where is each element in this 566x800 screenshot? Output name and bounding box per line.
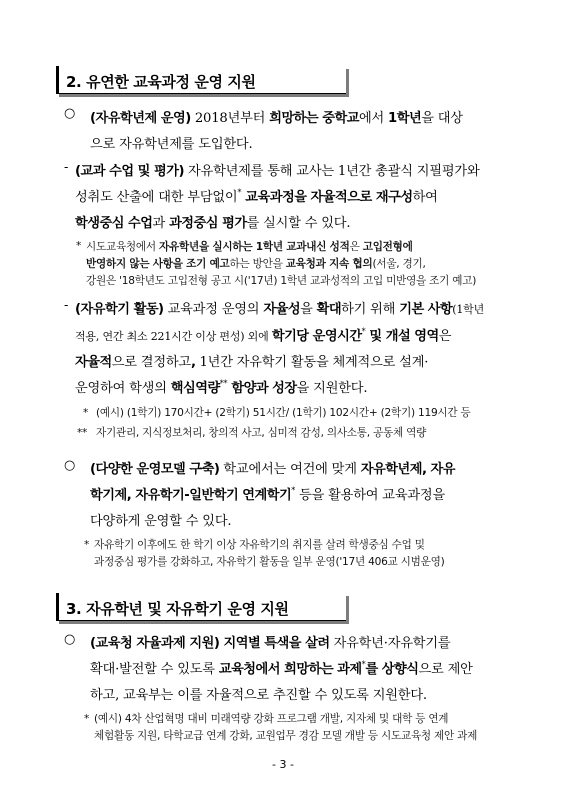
bullet-circle: ○ [64, 632, 76, 647]
footnote-line: 체험활동 지원, 타학교급 연계 강화, 교원업무 경감 모델 개발 등 시도교육청 제안 과제 [94, 730, 478, 742]
para-line: (교육청 자율과제 지원) 지역별 특색을 살려 자유학년·자유학기를 [90, 636, 451, 651]
section-2-heading [56, 66, 346, 94]
section-3-title: 3. 자유학년 및 자유학기 운영 지원 [66, 600, 289, 618]
footnote-mark: * [76, 240, 82, 252]
footnote-line: 반영하지 않는 사항을 조기 예고하는 방안을 교육청과 지속 협의(서울, 경기, [86, 258, 426, 270]
footnote-line: (예시) (1학기) 170시간+ (2학기) 51시간/ (1학기) 102시간+ (2학기) 119시간 등 [96, 407, 471, 419]
footnote-line: 과정중심 평가를 강화하고, 자유학기 활동을 일부 운영('17년 406교 시범운영) [94, 556, 445, 568]
footnote-line: 자유학기 이후에도 한 학기 이상 자유학기의 취지를 살려 학생중심 수업 및 [94, 539, 425, 551]
bullet-circle: ○ [64, 106, 76, 121]
footnote-line: 강원은 '18학년도 고입전형 공고 시('17년) 1학년 교과성적의 고입 미반영을 조기 예고) [86, 275, 477, 287]
para-line: 다양하게 운영할 수 있다. [90, 514, 232, 529]
para-line: 으로 자유학년제를 도입한다. [90, 137, 253, 152]
para-line: (자유학년제 운영) 2018년부터 희망하는 중학교에서 1학년을 대상 [90, 111, 463, 126]
footnote-mark: * [84, 713, 90, 725]
dash-marker: - [64, 160, 69, 175]
para-line: 자율적으로 결정하고, 1년간 자유학기 활동을 체계적으로 설계· [75, 355, 429, 370]
footnote-line: (예시) 4차 산업혁명 대비 미래역량 강화 프로그램 개발, 지자체 및 대학 등 연계 [94, 713, 449, 725]
para-line: 운영하여 학생의 핵심역량** 함양과 성장을 지원한다. [75, 379, 368, 396]
dash-marker: - [64, 298, 69, 313]
para-line: 학기제, 자유학기-일반학기 연계학기* 등을 활용하여 교육과정을 [90, 486, 445, 503]
section-2-title: 2. 유연한 교육과정 운영 지원 [66, 73, 256, 91]
para-line: 학생중심 수업과 과정중심 평가를 실시할 수 있다. [75, 216, 351, 231]
footnote-line: 자기관리, 지식정보처리, 창의적 사고, 심미적 감성, 의사소통, 공동체 역량 [96, 427, 427, 439]
page-number: - 3 - [272, 758, 294, 771]
para-line: 확대·발전할 수 있도록 교육청에서 희망하는 과제*를 상향식으로 제안 [90, 660, 473, 677]
para-line: (교과 수업 및 평가) 자유학년제를 통해 교사는 1년간 총괄식 지필평가와 [75, 164, 480, 179]
para-line: 하고, 교육부는 이를 자율적으로 추진할 수 있도록 지원한다. [90, 688, 427, 703]
para-line: (다양한 운영모델 구축) 학교에서는 여건에 맞게 자유학년제, 자유 [90, 462, 456, 477]
footnote-line: 시도교육청에서 자유학년을 실시하는 1학년 교과내신 성적은 고입전형에 [86, 241, 413, 253]
heading-bar [56, 66, 59, 93]
para-line: 성취도 산출에 대한 부담없이* 교육과정을 자율적으로 재구성하여 [75, 188, 438, 205]
footnote-mark: * [84, 539, 90, 551]
para-line: (자유학기 활동) 교육과정 운영의 자율성을 확대하기 위해 기본 사항(1학년 [75, 302, 485, 317]
para-line: 적용, 연간 최소 221시간 이상 편성) 외에 학기당 운영시간* 및 개설 영역은 [75, 327, 452, 344]
section-3-heading [56, 593, 346, 621]
footnote-mark: ** [77, 427, 88, 439]
heading-bar [56, 593, 59, 620]
footnote-mark: * [83, 407, 89, 419]
bullet-circle: ○ [64, 458, 76, 473]
